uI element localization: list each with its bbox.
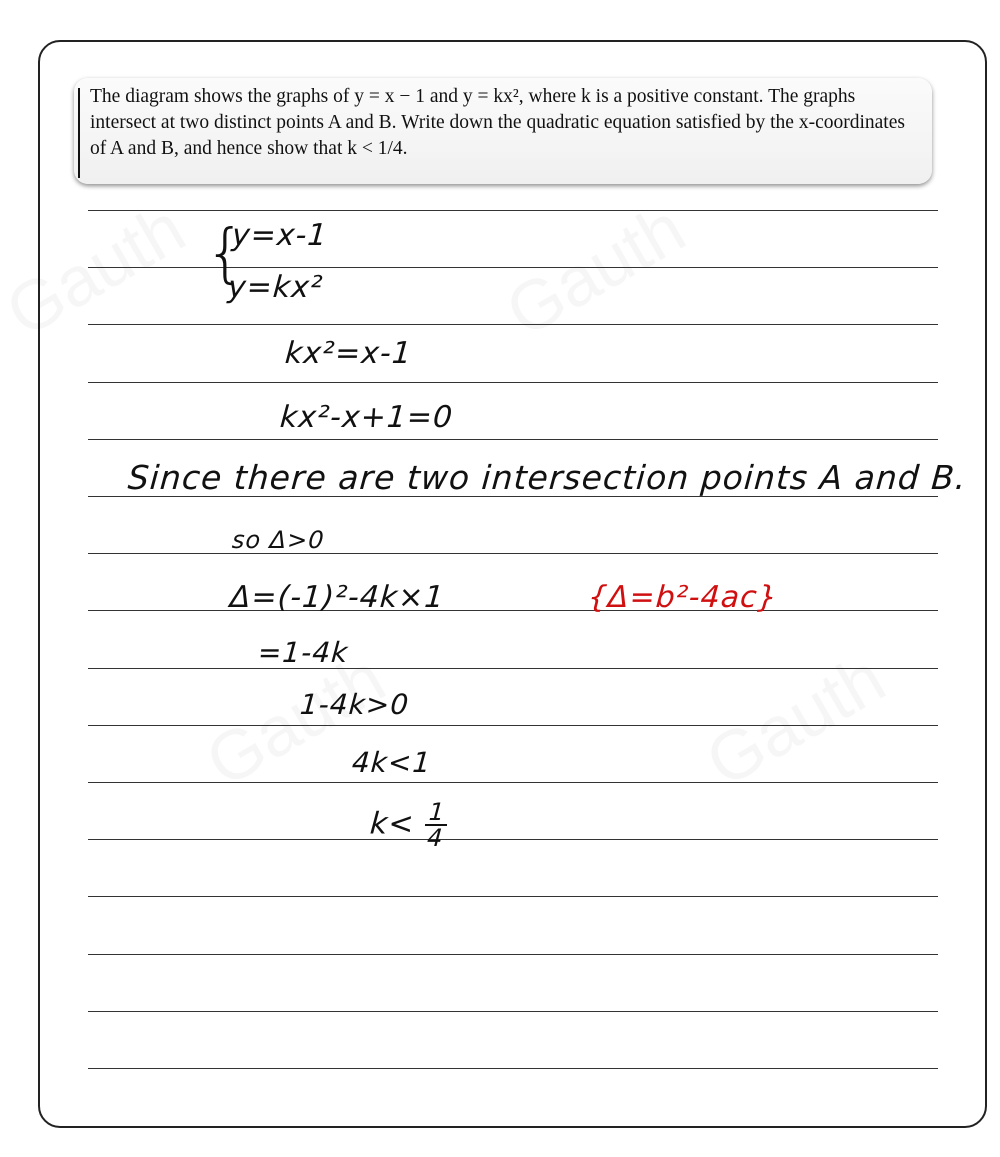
ruled-line <box>88 782 938 783</box>
final-result <box>368 800 449 850</box>
ruled-line <box>88 725 938 726</box>
inequality-line-1: 1-4k>0 <box>298 688 411 721</box>
discriminant-line: Δ=(-1)²-4k×1 <box>228 580 446 615</box>
ruled-line <box>88 1011 938 1012</box>
ruled-line <box>88 668 938 669</box>
formula-annotation: {Δ=b²-4ac} <box>586 580 779 615</box>
fraction-denominator: 4 <box>426 824 445 852</box>
question-box <box>74 78 932 184</box>
ruled-line <box>88 954 938 955</box>
system-brace: { <box>205 217 246 291</box>
result-lhs: k< <box>368 806 416 842</box>
ruled-line <box>88 839 938 840</box>
ruled-line <box>88 553 938 554</box>
answer-frame <box>38 40 987 1128</box>
fraction-numerator: 1 <box>425 800 449 826</box>
ruled-line <box>88 439 938 440</box>
step-quadratic: kx²-x+1=0 <box>278 400 455 435</box>
fraction <box>423 800 449 850</box>
ruled-line <box>88 210 938 211</box>
ruled-line <box>88 1068 938 1069</box>
step-substitution: kx²=x-1 <box>283 336 414 371</box>
reason-text: Since there are two intersection points A and B. <box>126 458 968 497</box>
simplified-line: =1-4k <box>256 636 350 669</box>
inequality-line-2: 4k<1 <box>350 746 433 779</box>
ruled-line <box>88 324 938 325</box>
so-line: so Δ>0 <box>231 526 326 554</box>
ruled-line <box>88 896 938 897</box>
system-equation-2: y=kx² <box>226 270 325 305</box>
ruled-line <box>88 610 938 611</box>
ruled-line <box>88 382 938 383</box>
system-equation-1: y=x-1 <box>230 218 329 253</box>
question-text: The diagram shows the graphs of y = x − 1 and y = kx², where k is a positive constant. The graphs intersect at two distinct points A and B. Write down the quadratic equation satisfied by the x-coordinates of A and B, and hence show that k < 1/4. <box>90 86 905 159</box>
